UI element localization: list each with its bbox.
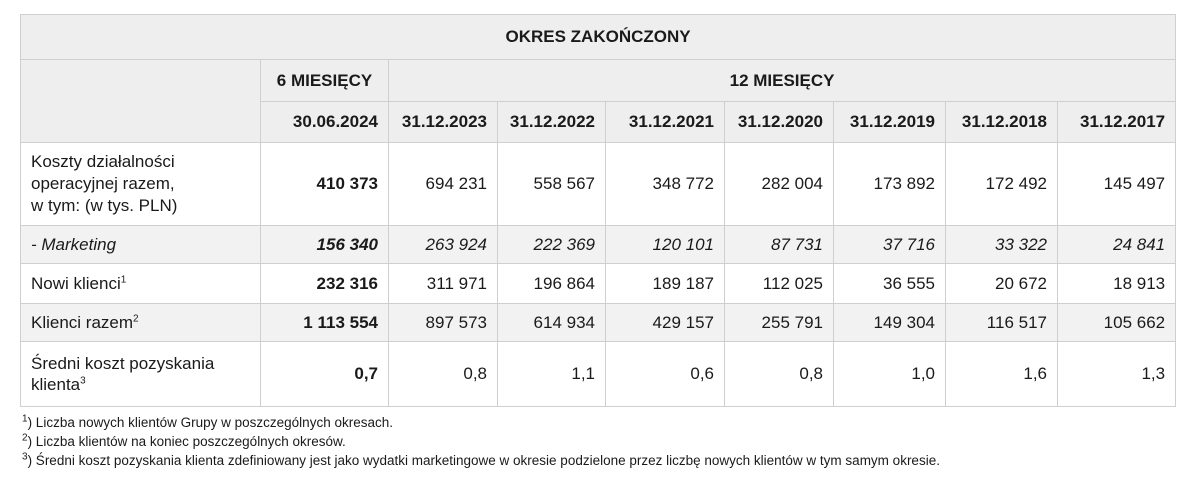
value-cell: 222 369	[498, 226, 606, 264]
footnote-text: ) Liczba klientów na koniec poszczególnych okresów.	[27, 434, 346, 449]
footnote-mark: 2	[133, 312, 139, 324]
row-label-new-clients	[21, 264, 261, 304]
label-line: Średni koszt pozyskania	[31, 354, 215, 373]
value-cell: 172 492	[946, 143, 1058, 226]
value-cell: 694 231	[389, 143, 498, 226]
value-cell: 37 716	[834, 226, 946, 264]
footnote-text: ) Liczba nowych klientów Grupy w poszczególnych okresach.	[27, 415, 393, 430]
value-cell: 116 517	[946, 304, 1058, 342]
label-text: Klienci razem	[31, 312, 134, 332]
footnote-number: 1	[22, 413, 28, 425]
date-header: 31.12.2017	[1058, 102, 1176, 143]
value-cell: 429 157	[606, 304, 725, 342]
footnote-mark: 1	[120, 273, 127, 285]
value-cell: 87 731	[725, 226, 834, 264]
period-6-months: 6 MIESIĘCY	[261, 60, 389, 102]
value-cell: 156 340	[261, 226, 389, 264]
value-cell: 0,8	[389, 342, 498, 407]
row-label-operating-costs	[21, 143, 261, 226]
label-line: w tym: (w tys. PLN)	[31, 196, 178, 215]
value-cell: 196 864	[498, 264, 606, 304]
value-cell: 232 316	[261, 264, 389, 304]
date-header: 31.12.2021	[606, 102, 725, 143]
footnote	[22, 432, 1175, 451]
label-text: klienta	[31, 375, 81, 394]
date-header: 31.12.2023	[389, 102, 498, 143]
table-title: OKRES ZAKOŃCZONY	[21, 15, 1176, 60]
table-row-acquisition-cost	[21, 342, 1176, 407]
client-cost-table	[20, 14, 1176, 407]
date-header: 30.06.2024	[261, 102, 389, 143]
value-cell: 1,0	[834, 342, 946, 407]
value-cell: 558 567	[498, 143, 606, 226]
label-line-with-mark	[31, 374, 250, 395]
value-cell: 410 373	[261, 143, 389, 226]
value-cell: 173 892	[834, 143, 946, 226]
footnote-number: 3	[22, 451, 28, 463]
value-cell: 1,1	[498, 342, 606, 407]
value-cell: 120 101	[606, 226, 725, 264]
value-cell: 24 841	[1058, 226, 1176, 264]
header-row-periods	[21, 60, 1176, 102]
value-cell: 311 971	[389, 264, 498, 304]
date-header: 31.12.2022	[498, 102, 606, 143]
header-blank-cell	[21, 60, 261, 143]
table-row-total-clients	[21, 304, 1176, 342]
label-line: Koszty działalności	[31, 152, 175, 171]
date-header: 31.12.2020	[725, 102, 834, 143]
value-cell: 36 555	[834, 264, 946, 304]
value-cell: 1,3	[1058, 342, 1176, 407]
footnote	[22, 451, 1175, 470]
table-row-marketing	[21, 226, 1176, 264]
value-cell: 0,6	[606, 342, 725, 407]
value-cell: 897 573	[389, 304, 498, 342]
value-cell: 105 662	[1058, 304, 1176, 342]
row-label-total-clients	[21, 304, 261, 342]
footnote-text: ) Średni koszt pozyskania klienta zdefiniowany jest jako wydatki marketingowe w okresie podzielone przez liczbę nowych klientów w tym samym okresie.	[27, 453, 940, 468]
row-label-marketing: - Marketing	[21, 226, 261, 264]
value-cell: 263 924	[389, 226, 498, 264]
label-text: Nowi klienci	[31, 273, 121, 293]
value-cell: 149 304	[834, 304, 946, 342]
value-cell: 1,6	[946, 342, 1058, 407]
value-cell: 282 004	[725, 143, 834, 226]
value-cell: 0,8	[725, 342, 834, 407]
date-header: 31.12.2019	[834, 102, 946, 143]
period-12-months: 12 MIESIĘCY	[389, 60, 1176, 102]
label-line: operacyjnej razem,	[31, 174, 175, 193]
footnote	[22, 413, 1175, 432]
footnote-mark: 3	[80, 375, 86, 387]
value-cell: 18 913	[1058, 264, 1176, 304]
footnote-number: 2	[22, 432, 28, 444]
table-row-operating-costs	[21, 143, 1176, 226]
date-header: 31.12.2018	[946, 102, 1058, 143]
value-cell: 614 934	[498, 304, 606, 342]
value-cell: 255 791	[725, 304, 834, 342]
value-cell: 145 497	[1058, 143, 1176, 226]
financial-table-container	[20, 14, 1175, 470]
value-cell: 0,7	[261, 342, 389, 407]
table-row-new-clients	[21, 264, 1176, 304]
value-cell: 33 322	[946, 226, 1058, 264]
value-cell: 348 772	[606, 143, 725, 226]
row-label-acquisition-cost	[21, 342, 261, 407]
header-row-title	[21, 15, 1176, 60]
value-cell: 189 187	[606, 264, 725, 304]
value-cell: 20 672	[946, 264, 1058, 304]
footnotes	[20, 413, 1175, 470]
value-cell: 1 113 554	[261, 304, 389, 342]
value-cell: 112 025	[725, 264, 834, 304]
